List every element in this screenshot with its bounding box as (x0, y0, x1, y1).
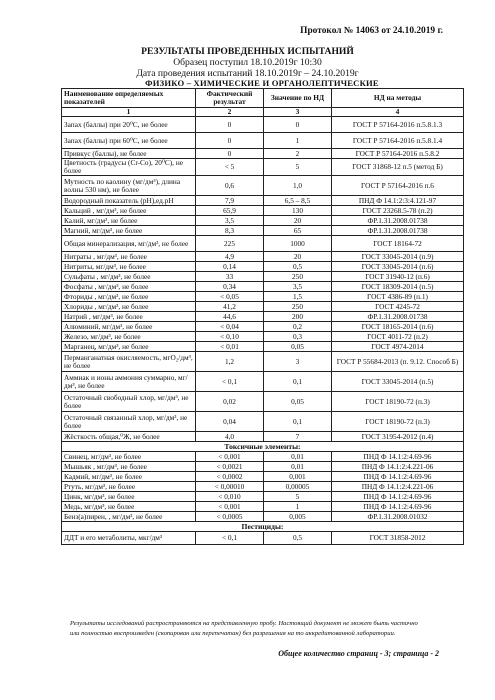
actual-result: 3,5 (196, 216, 264, 226)
indicator-name: Кадмий, мг/дм³, не более (62, 472, 196, 482)
section-row (62, 442, 464, 452)
actual-result: < 0,00010 (196, 482, 264, 492)
actual-result: < 0,1 (196, 532, 264, 545)
actual-result: 1,2 (196, 352, 264, 372)
norm-value: 0,1 (264, 412, 332, 432)
table-row (62, 216, 464, 226)
test-method: ПНД Ф 14.1:2:4.221-06 (332, 482, 464, 492)
column-number: 2 (196, 108, 264, 117)
table-row (62, 342, 464, 352)
column-number: 3 (264, 108, 332, 117)
test-method: ПНД Ф 14.1:2:4.69-96 (332, 452, 464, 462)
indicator-name: Водородный показатель (рН),ед.рН (62, 196, 196, 206)
results-title: РЕЗУЛЬТАТЫ ПРОВЕДЕННЫХ ИСПЫТАНИЙ (141, 46, 354, 57)
section-heading: ФИЗИКО – ХИМИЧЕСКИЕ И ОРГАНОЛЕПТИЧЕСКИЕ (145, 78, 379, 88)
indicator-name: Медь, мг/дм³, не более (62, 502, 196, 512)
actual-result: 44,6 (196, 312, 264, 322)
test-method: ФР.1.31.2008.01738 (332, 216, 464, 226)
indicator-name: ДДТ и его метаболиты, мкг/дм³ (62, 532, 196, 545)
table-row (62, 492, 464, 502)
results-table (61, 88, 464, 545)
actual-result: < 0,001 (196, 502, 264, 512)
indicator-name: Цветность (градусы (Cr-Co), 20⁰С), не более (62, 159, 196, 176)
norm-value: 1,0 (264, 176, 332, 196)
norm-value: 250 (264, 302, 332, 312)
section-row (62, 522, 464, 532)
indicator-name: Привкус (баллы), не более (62, 149, 196, 159)
test-method: ГОСТ 33045-2014 (п.6) (332, 262, 464, 272)
actual-result: 41,2 (196, 302, 264, 312)
results-table-block (61, 79, 463, 545)
page-count: Общее количество страниц - 3; страница - 2 (278, 649, 439, 658)
actual-result: < 0,001 (196, 452, 264, 462)
table-row (62, 452, 464, 462)
actual-result: 0 (196, 133, 264, 149)
norm-value: 0,5 (264, 262, 332, 272)
actual-result: < 0,0005 (196, 512, 264, 522)
test-method: ПНД Ф 14.1:2:3:4.121-97 (332, 196, 464, 206)
indicator-name: Мутность по каолину (мг/дм³), длина волны 530 нм), не более (62, 176, 196, 196)
indicator-name: Фосфаты , мг/дм³, не более (62, 282, 196, 292)
indicator-name: Марганец, мг/дм³, не более (62, 342, 196, 352)
norm-value: 1 (264, 502, 332, 512)
table-row (62, 159, 464, 176)
test-method: ГОСТ 18164-72 (332, 236, 464, 252)
table-row (62, 322, 464, 332)
actual-result: < 0,1 (196, 372, 264, 392)
test-method: ГОСТ 4386-89 (п.1) (332, 292, 464, 302)
test-method: ГОСТ 33045-2014 (п.5) (332, 372, 464, 392)
column-number: 4 (332, 108, 464, 117)
table-row (62, 117, 464, 133)
norm-value: 0,1 (264, 372, 332, 392)
table-row (62, 149, 464, 159)
norm-value: 0,3 (264, 332, 332, 342)
norm-value: 5 (264, 159, 332, 176)
test-method: ГОСТ 18190-72 (п.3) (332, 412, 464, 432)
protocol-number: Протокол № 14063 от 24.10.2019 г. (300, 26, 443, 36)
norm-value: 65 (264, 226, 332, 236)
table-row (62, 412, 464, 432)
actual-result: 0,34 (196, 282, 264, 292)
indicator-name: Перманганатная окисляемость, мгО₂/дм³, не более (62, 352, 196, 372)
norm-value: 3 (264, 352, 332, 372)
norm-value: 1000 (264, 236, 332, 252)
indicator-name: Алюминий, мг/дм³, не более (62, 322, 196, 332)
norm-value: 250 (264, 272, 332, 282)
table-row (62, 312, 464, 322)
table-row (62, 282, 464, 292)
actual-result: 0,14 (196, 262, 264, 272)
indicator-name: Кальций , мг/дм³, не более (62, 206, 196, 216)
test-method: ПНД Ф 14.1:2:4.69-96 (332, 502, 464, 512)
table-row (62, 392, 464, 412)
actual-result: < 0,0021 (196, 462, 264, 472)
test-method: ПНД Ф 14.1:2:4.69-96 (332, 492, 464, 502)
norm-value: 1,5 (264, 292, 332, 302)
actual-result: 0,04 (196, 412, 264, 432)
norm-value: 20 (264, 216, 332, 226)
indicator-name: Магний, мг/дм³, не более (62, 226, 196, 236)
indicator-name: Ртуть, мг/дм³, не более (62, 482, 196, 492)
table-row (62, 262, 464, 272)
norm-value: 200 (264, 312, 332, 322)
test-method: ГОСТ Р 55684-2013 (п. 9.12. Способ Б) (332, 352, 464, 372)
test-method: ПНД Ф 14.1:2:4.69-96 (332, 472, 464, 482)
test-method: ГОСТ 18165-2014 (п.6) (332, 322, 464, 332)
test-method: ГОСТ 18190-72 (п.3) (332, 392, 464, 412)
indicator-name: Бенз(а)пирен, , мг/дм³, не более (62, 512, 196, 522)
indicator-name: Остаточный связанный хлор, мг/дм³, не более (62, 412, 196, 432)
test-method: ФР.1.31.2008.01738 (332, 312, 464, 322)
test-dates: Дата проведения испытаний 18.10.2019г – 24.10.2019г (136, 68, 359, 79)
table-row (62, 176, 464, 196)
norm-value: 2 (264, 149, 332, 159)
test-method: ГОСТ 31954-2012 (п.4) (332, 432, 464, 442)
table-row (62, 482, 464, 492)
sample-received: Образец поступил 18.10.2019г 10:30 (173, 57, 322, 68)
table-row (62, 502, 464, 512)
actual-result: 33 (196, 272, 264, 282)
indicator-name: Калий, мг/дм³, не более (62, 216, 196, 226)
norm-value: 0,01 (264, 452, 332, 462)
test-method: ФР.1.31.2008.01032 (332, 512, 464, 522)
norm-value: 0,05 (264, 342, 332, 352)
test-method: ГОСТ 33045-2014 (п.9) (332, 252, 464, 262)
norm-value: 20 (264, 252, 332, 262)
test-method: ГОСТ 18309-2014 (п.5) (332, 282, 464, 292)
test-method: ГОСТ 4245-72 (332, 302, 464, 312)
indicator-name: Остаточный свободный хлор, мг/дм³, не более (62, 392, 196, 412)
table-row (62, 352, 464, 372)
indicator-name: Нитраты , мг/дм³, не более (62, 252, 196, 262)
norm-value: 0,005 (264, 512, 332, 522)
actual-result: 65,9 (196, 206, 264, 216)
test-method: ГОСТ 23268.5-78 (п.2) (332, 206, 464, 216)
test-method: ГОСТ Р 57164-2016 п.5.8.1.3 (332, 117, 464, 133)
norm-value: 130 (264, 206, 332, 216)
actual-result: < 5 (196, 159, 264, 176)
table-row (62, 372, 464, 392)
norm-value: 7 (264, 432, 332, 442)
norm-value: 1 (264, 133, 332, 149)
column-number-row (62, 108, 464, 117)
table-row (62, 272, 464, 282)
table-row (62, 432, 464, 442)
test-method: ГОСТ 31868-12 п.5 (метод Б) (332, 159, 464, 176)
table-row (62, 196, 464, 206)
indicator-name: Сульфаты , мг/дм³, не более (62, 272, 196, 282)
actual-result: 4,0 (196, 432, 264, 442)
table-row (62, 532, 464, 545)
norm-value: 0,01 (264, 462, 332, 472)
indicator-name: Натрий , мг/дм³, не более (62, 312, 196, 322)
table-body (62, 117, 464, 545)
test-method: ГОСТ 31940-12 (п.6) (332, 272, 464, 282)
test-method: ФР.1.31.2008.01738 (332, 226, 464, 236)
indicator-name: Мышьяк , мг/дм³, не более (62, 462, 196, 472)
test-method: ГОСТ 4011-72 (п.2) (332, 332, 464, 342)
column-header: Значение по НД (264, 89, 332, 108)
column-header: НД на методы (332, 89, 464, 108)
norm-value: 0,5 (264, 532, 332, 545)
actual-result: < 0,10 (196, 332, 264, 342)
actual-result: < 0,0002 (196, 472, 264, 482)
indicator-name: Запах (баллы) при 60⁰С, не более (62, 133, 196, 149)
norm-value: 0,2 (264, 322, 332, 332)
actual-result: 7,9 (196, 196, 264, 206)
indicator-name: Железо, мг/дм³, не более (62, 332, 196, 342)
indicator-name: Хлориды , мг/дм³, не более (62, 302, 196, 312)
actual-result: 4,9 (196, 252, 264, 262)
actual-result: 225 (196, 236, 264, 252)
table-row (62, 472, 464, 482)
indicator-name: Общая минерализация, мг/дм³, не более (62, 236, 196, 252)
table-row (62, 133, 464, 149)
indicator-name: Аммиак и ионы аммония суммарно, мг/дм³, не более (62, 372, 196, 392)
indicator-name: Свинец, мг/дм³, не более (62, 452, 196, 462)
actual-result: 0,02 (196, 392, 264, 412)
norm-value: 3,5 (264, 282, 332, 292)
table-row (62, 302, 464, 312)
actual-result: < 0,05 (196, 292, 264, 302)
actual-result: 0 (196, 149, 264, 159)
test-method: ГОСТ 4974-2014 (332, 342, 464, 352)
norm-value: 0,00005 (264, 482, 332, 492)
table-row (62, 292, 464, 302)
actual-result: 0,6 (196, 176, 264, 196)
table-row (62, 226, 464, 236)
norm-value: 0,001 (264, 472, 332, 482)
test-method: ГОСТ Р 57164-2016 п.6 (332, 176, 464, 196)
section-title: Пестициды: (62, 522, 464, 532)
indicator-name: Запах (баллы) при 20⁰С, не более (62, 117, 196, 133)
norm-value: 0,05 (264, 392, 332, 412)
actual-result: 0 (196, 117, 264, 133)
norm-value: 5 (264, 492, 332, 502)
actual-result: < 0,01 (196, 342, 264, 352)
table-row (62, 252, 464, 262)
test-method: ПНД Ф 14.1:2:4.221-06 (332, 462, 464, 472)
table-row (62, 332, 464, 342)
section-title: Токсичные элементы: (62, 442, 464, 452)
table-header-row (62, 89, 464, 108)
indicator-name: Жёсткость общая,⁰Ж, не более (62, 432, 196, 442)
test-method: ГОСТ Р 57164-2016 п.5.8.2 (332, 149, 464, 159)
table-row (62, 512, 464, 522)
actual-result: 8,3 (196, 226, 264, 236)
footnote: Результаты исследований распространяются на представленную пробу. Настоящий документ не может быть частично или полностью воспроизведен (скопирован или перепечатан) без разрешения на то аккредитованной лаборатории. (70, 620, 418, 637)
table-row (62, 206, 464, 216)
indicator-name: Нитриты, мг/дм³, не более (62, 262, 196, 272)
table-row (62, 236, 464, 252)
indicator-name: Фториды , мг/дм³, не более (62, 292, 196, 302)
indicator-name: Цинк, мг/дм³, не более (62, 492, 196, 502)
norm-value: 0 (264, 117, 332, 133)
actual-result: < 0,04 (196, 322, 264, 332)
column-number: 1 (62, 108, 196, 117)
actual-result: < 0,010 (196, 492, 264, 502)
test-method: ГОСТ Р 57164-2016 п.5.8.1.4 (332, 133, 464, 149)
table-row (62, 462, 464, 472)
column-header: Фактический результат (196, 89, 264, 108)
norm-value: 6,5 – 8,5 (264, 196, 332, 206)
column-header: Наименование определяемых показателей (62, 89, 196, 108)
test-method: ГОСТ 31858-2012 (332, 532, 464, 545)
